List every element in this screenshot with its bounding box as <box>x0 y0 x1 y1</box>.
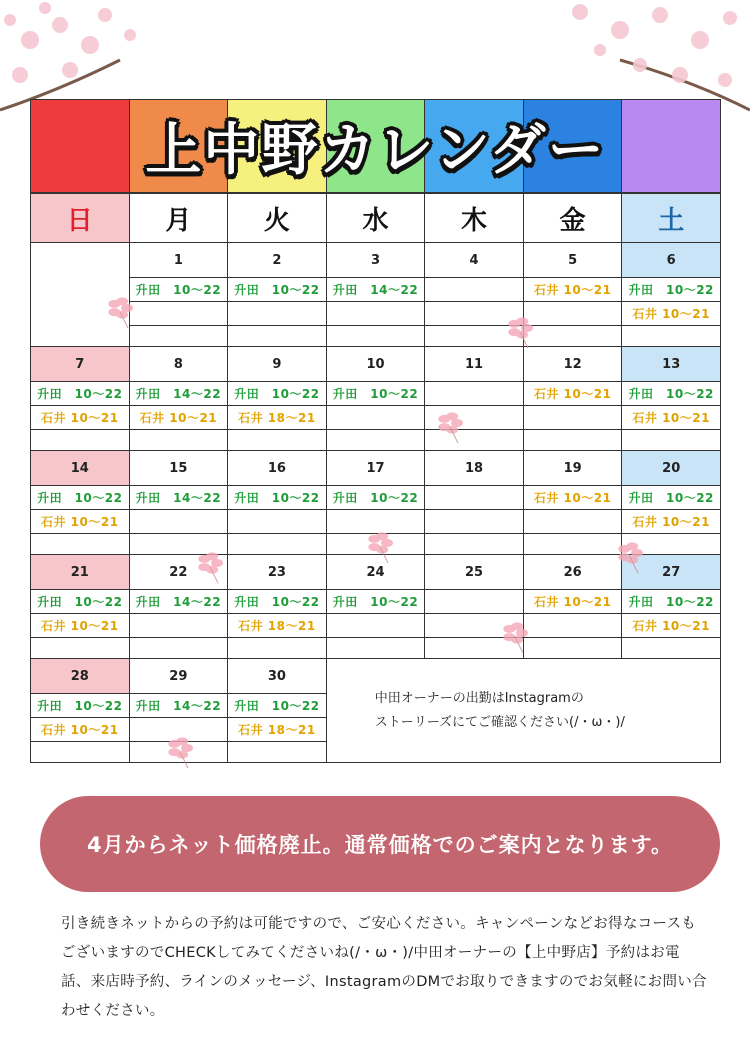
day-number: 14 <box>31 451 129 486</box>
shift-slot: 升田 10〜22 <box>31 382 129 406</box>
shift-slot: 升田 10〜22 <box>228 590 326 614</box>
day-number: 17 <box>327 451 425 486</box>
shift-slot <box>524 510 622 534</box>
shift-slot <box>622 534 720 554</box>
shift-slot <box>425 430 523 450</box>
shift-slot: 升田 10〜22 <box>228 486 326 510</box>
calendar-day-cell <box>31 451 130 555</box>
calendar-day-cell <box>425 451 524 555</box>
shift-slot: 升田 14〜22 <box>130 486 228 510</box>
day-number: 4 <box>425 243 523 278</box>
owner-notice-line-2: ストーリーズにてご確認ください(/・ω・)/ <box>374 714 625 730</box>
shift-slot <box>327 510 425 534</box>
day-number: 26 <box>524 555 622 590</box>
calendar-day-cell <box>228 555 327 659</box>
shift-slot <box>622 430 720 450</box>
day-number: 15 <box>130 451 228 486</box>
shift-slot <box>228 302 326 326</box>
shift-slot <box>425 534 523 554</box>
shift-slot <box>228 326 326 346</box>
shift-slot: 石井 18〜21 <box>228 718 326 742</box>
shift-slot <box>130 430 228 450</box>
shift-slot: 升田 14〜22 <box>327 278 425 302</box>
day-number: 1 <box>130 243 228 278</box>
shift-slot: 升田 10〜22 <box>228 278 326 302</box>
calendar-day-cell <box>130 243 229 347</box>
shift-slot: 石井 10〜21 <box>524 486 622 510</box>
day-number <box>31 243 129 277</box>
shift-slot <box>228 510 326 534</box>
calendar-day-cell <box>425 243 524 347</box>
day-number: 20 <box>622 451 720 486</box>
shift-slot: 石井 18〜21 <box>228 406 326 430</box>
shift-slot <box>31 277 129 300</box>
price-notice-banner: 4月からネット価格廃止。通常価格でのご案内となります。 <box>40 796 720 892</box>
calendar-day-cell <box>228 659 327 763</box>
day-number: 9 <box>228 347 326 382</box>
page-title: 上中野カレンダー <box>145 118 606 183</box>
shift-slot: 升田 14〜22 <box>130 382 228 406</box>
calendar-day-cell <box>228 243 327 347</box>
calendar-day-cell <box>327 451 426 555</box>
shift-slot <box>425 302 523 326</box>
day-number: 7 <box>31 347 129 382</box>
shift-slot: 升田 10〜22 <box>31 590 129 614</box>
shift-slot: 石井 10〜21 <box>524 590 622 614</box>
calendar-day-cell <box>524 243 623 347</box>
shift-slot: 石井 10〜21 <box>31 510 129 534</box>
shift-slot: 升田 10〜22 <box>327 486 425 510</box>
day-number: 30 <box>228 659 326 694</box>
shift-slot <box>524 534 622 554</box>
calendar-day-cell <box>425 347 524 451</box>
shift-slot <box>425 486 523 510</box>
shift-slot <box>425 510 523 534</box>
shift-slot <box>31 534 129 554</box>
shift-slot: 石井 10〜21 <box>524 278 622 302</box>
shift-slot <box>31 638 129 658</box>
shift-slot <box>327 326 425 346</box>
day-number: 23 <box>228 555 326 590</box>
shift-slot: 石井 10〜21 <box>31 614 129 638</box>
shift-slot <box>425 614 523 638</box>
shift-slot <box>524 638 622 658</box>
shift-slot: 升田 10〜22 <box>327 382 425 406</box>
weekday-label: 月 <box>130 194 229 243</box>
calendar-week-row <box>31 555 721 659</box>
shift-slot: 石井 10〜21 <box>622 510 720 534</box>
calendar-day-cell <box>130 451 229 555</box>
shift-slot: 升田 10〜22 <box>622 590 720 614</box>
day-number: 8 <box>130 347 228 382</box>
shift-slot: 石井 10〜21 <box>130 406 228 430</box>
shift-slot <box>524 430 622 450</box>
shift-slot <box>524 614 622 638</box>
shift-slot <box>31 742 129 762</box>
calendar-day-cell <box>622 451 721 555</box>
calendar-day-cell <box>622 347 721 451</box>
day-number: 28 <box>31 659 129 694</box>
shift-slot <box>130 614 228 638</box>
calendar-weeks <box>31 243 721 763</box>
calendar-day-cell <box>327 347 426 451</box>
shift-slot <box>327 638 425 658</box>
day-number: 29 <box>130 659 228 694</box>
shift-slot <box>31 323 129 346</box>
shift-slot <box>524 326 622 346</box>
shift-slot: 升田 14〜22 <box>130 590 228 614</box>
calendar-day-cell <box>425 555 524 659</box>
calendar-day-cell <box>130 555 229 659</box>
shift-slot: 升田 10〜22 <box>622 486 720 510</box>
info-paragraph: 引き続きネットからの予約は可能ですので、ご安心ください。キャンペーンなどお得なコースもございますのでCHECKしてみてくださいね(/・ω・)/中田オーナーの【上中野店】予約はお電話、来店時予約、ラインのメッセージ、InstagramのDMでお取りできますのでお気軽にお問い合わせください。 <box>61 916 707 1019</box>
shift-slot: 石井 10〜21 <box>31 718 129 742</box>
shift-slot <box>228 534 326 554</box>
calendar-week-row <box>31 451 721 555</box>
weekday-label: 水 <box>327 194 426 243</box>
shift-slot: 石井 10〜21 <box>622 302 720 326</box>
shift-slot <box>425 278 523 302</box>
shift-slot <box>425 406 523 430</box>
day-number: 24 <box>327 555 425 590</box>
day-number: 6 <box>622 243 720 278</box>
shift-slot <box>524 302 622 326</box>
day-number: 19 <box>524 451 622 486</box>
weekday-label: 火 <box>228 194 327 243</box>
owner-notice <box>327 659 721 763</box>
calendar-day-cell <box>327 555 426 659</box>
day-number: 25 <box>425 555 523 590</box>
shift-slot <box>130 534 228 554</box>
shift-slot <box>327 406 425 430</box>
calendar-day-cell <box>31 243 130 347</box>
shift-slot <box>130 302 228 326</box>
shift-slot: 石井 10〜21 <box>622 406 720 430</box>
shift-slot <box>130 326 228 346</box>
day-number: 12 <box>524 347 622 382</box>
shift-slot <box>425 590 523 614</box>
weekday-label: 金 <box>524 194 623 243</box>
calendar-day-cell <box>31 347 130 451</box>
shift-slot: 石井 10〜21 <box>524 382 622 406</box>
day-number: 3 <box>327 243 425 278</box>
shift-slot: 石井 18〜21 <box>228 614 326 638</box>
shift-slot: 升田 10〜22 <box>228 694 326 718</box>
shift-slot <box>228 638 326 658</box>
day-number: 18 <box>425 451 523 486</box>
calendar-day-cell <box>524 555 623 659</box>
shift-slot <box>425 638 523 658</box>
calendar-day-cell <box>31 555 130 659</box>
shift-slot <box>327 430 425 450</box>
shift-slot <box>327 534 425 554</box>
calendar-day-cell <box>327 243 426 347</box>
day-number: 10 <box>327 347 425 382</box>
calendar-day-cell <box>228 451 327 555</box>
day-number: 11 <box>425 347 523 382</box>
shift-slot: 升田 10〜22 <box>622 278 720 302</box>
day-number: 21 <box>31 555 129 590</box>
calendar-day-cell <box>130 659 229 763</box>
shift-slot <box>228 742 326 762</box>
shift-slot <box>327 614 425 638</box>
shift-slot: 升田 10〜22 <box>228 382 326 406</box>
day-number: 16 <box>228 451 326 486</box>
calendar-day-cell <box>524 451 623 555</box>
shift-slot <box>130 718 228 742</box>
shift-slot: 升田 14〜22 <box>130 694 228 718</box>
shift-slot <box>228 430 326 450</box>
shift-slot: 升田 10〜22 <box>327 590 425 614</box>
shift-slot: 升田 10〜22 <box>31 486 129 510</box>
shift-slot <box>31 300 129 323</box>
calendar-week-row <box>31 659 721 763</box>
calendar-day-cell <box>31 659 130 763</box>
shift-slot <box>31 430 129 450</box>
shift-slot: 升田 10〜22 <box>31 694 129 718</box>
shift-slot <box>425 382 523 406</box>
shift-slot <box>425 326 523 346</box>
weekday-label: 木 <box>425 194 524 243</box>
calendar-week-row <box>31 243 721 347</box>
day-number: 13 <box>622 347 720 382</box>
shift-slot <box>524 406 622 430</box>
weekday-label: 日 <box>31 194 130 243</box>
calendar-day-cell <box>622 555 721 659</box>
shift-slot: 石井 10〜21 <box>31 406 129 430</box>
shift-slot: 升田 10〜22 <box>130 278 228 302</box>
shift-slot <box>622 638 720 658</box>
day-number: 2 <box>228 243 326 278</box>
shift-slot <box>622 326 720 346</box>
calendar-grid <box>30 193 721 763</box>
shift-slot: 石井 10〜21 <box>622 614 720 638</box>
calendar-week-row <box>31 347 721 451</box>
calendar-day-cell <box>622 243 721 347</box>
shift-slot: 升田 10〜22 <box>622 382 720 406</box>
shift-slot <box>327 302 425 326</box>
calendar-day-cell <box>130 347 229 451</box>
day-number: 22 <box>130 555 228 590</box>
calendar-day-cell <box>228 347 327 451</box>
shift-slot <box>130 510 228 534</box>
shift-slot <box>130 742 228 762</box>
calendar-day-cell <box>524 347 623 451</box>
weekday-header-row <box>31 194 721 243</box>
shift-slot <box>130 638 228 658</box>
day-number: 5 <box>524 243 622 278</box>
day-number: 27 <box>622 555 720 590</box>
owner-notice-line-1: 中田オーナーの出勤はInstagramの <box>374 690 584 706</box>
weekday-label: 土 <box>622 194 721 243</box>
